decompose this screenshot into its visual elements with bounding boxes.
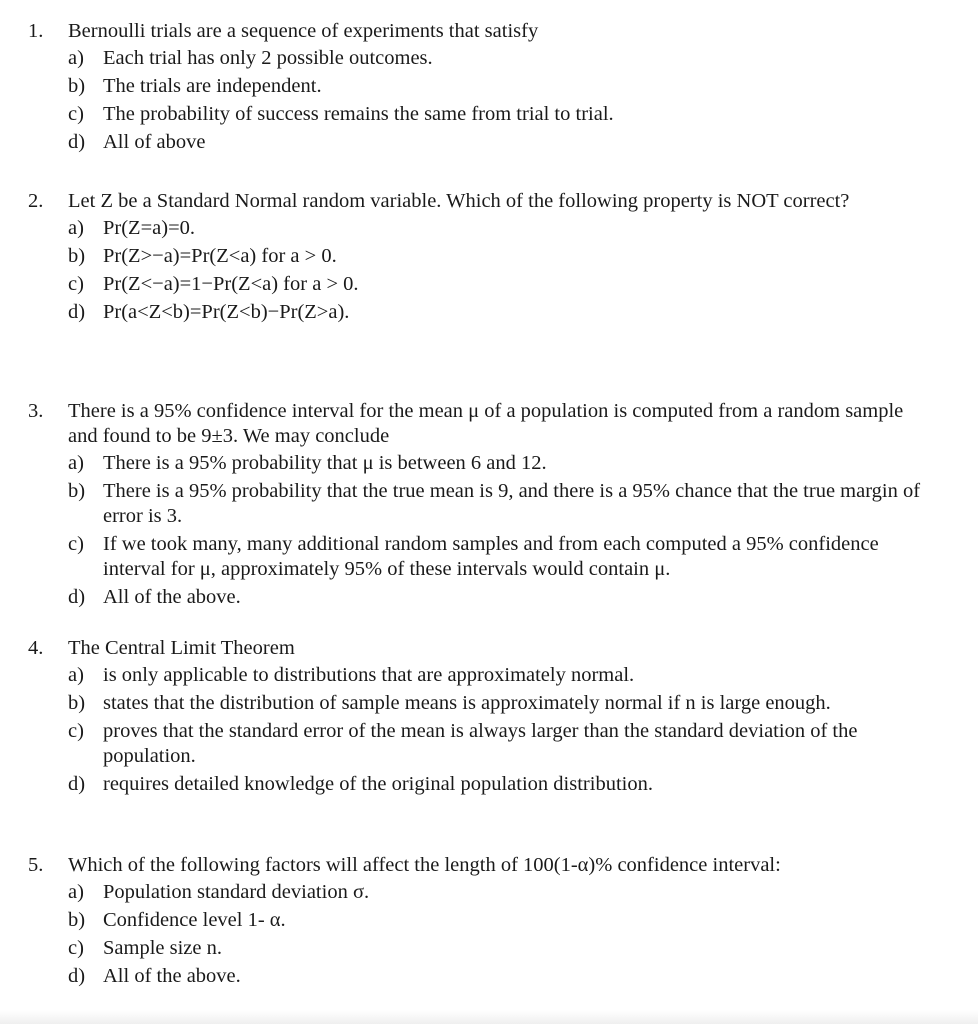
option-letter: c) — [68, 273, 84, 295]
option-text: There is a 95% probability that μ is between 6 and 12. — [103, 452, 547, 474]
question-2 — [28, 189, 928, 328]
option-text: All of the above. — [103, 965, 241, 987]
question-3 — [28, 399, 928, 613]
option-text: proves that the standard error of the mean is always larger than the standard deviation of the population. — [103, 720, 858, 767]
question-number: 2. — [28, 190, 44, 212]
option-c — [68, 102, 928, 127]
option-text: Confidence level 1- α. — [103, 909, 286, 931]
option-d — [68, 300, 928, 325]
option-c — [68, 272, 928, 297]
option-letter: d) — [68, 131, 86, 153]
question-number: 1. — [28, 20, 44, 42]
option-list — [28, 451, 928, 610]
option-b — [68, 479, 928, 529]
question-number: 3. — [28, 400, 44, 422]
option-c — [68, 936, 928, 961]
question-text: Let Z be a Standard Normal random variable. Which of the following property is NOT correct? — [68, 190, 850, 212]
option-c — [68, 532, 928, 582]
question-text: The Central Limit Theorem — [68, 637, 295, 659]
option-text: Pr(Z>−a)=Pr(Z<a) for a > 0. — [103, 245, 337, 267]
option-letter: b) — [68, 245, 86, 267]
option-text: Each trial has only 2 possible outcomes. — [103, 47, 433, 69]
option-letter: d) — [68, 301, 86, 323]
option-b — [68, 244, 928, 269]
option-b — [68, 74, 928, 99]
question-number: 5. — [28, 854, 44, 876]
option-letter: b) — [68, 692, 86, 714]
option-list — [28, 880, 928, 989]
option-text: Pr(a<Z<b)=Pr(Z<b)−Pr(Z>a). — [103, 301, 350, 323]
option-list — [28, 216, 928, 325]
option-letter: c) — [68, 103, 84, 125]
option-d — [68, 585, 928, 610]
option-a — [68, 46, 928, 71]
page-bottom-edge — [0, 1010, 978, 1024]
option-text: The trials are independent. — [103, 75, 322, 97]
option-letter: d) — [68, 965, 86, 987]
option-text: requires detailed knowledge of the original population distribution. — [103, 773, 653, 795]
option-list — [28, 663, 928, 797]
option-letter: c) — [68, 720, 84, 742]
question-5 — [28, 853, 928, 992]
option-text: All of above — [103, 131, 206, 153]
option-a — [68, 216, 928, 241]
option-c — [68, 719, 928, 769]
option-text: Sample size n. — [103, 937, 222, 959]
option-d — [68, 772, 928, 797]
option-text: There is a 95% probability that the true mean is 9, and there is a 95% chance that the true margin of error is 3. — [103, 480, 921, 527]
option-letter: d) — [68, 773, 86, 795]
option-letter: a) — [68, 217, 84, 239]
option-text: states that the distribution of sample means is approximately normal if n is large enough. — [103, 692, 831, 714]
option-letter: c) — [68, 533, 84, 555]
option-letter: a) — [68, 881, 84, 903]
option-letter: c) — [68, 937, 84, 959]
option-letter: b) — [68, 480, 86, 502]
option-text: Pr(Z=a)=0. — [103, 217, 195, 239]
option-d — [68, 130, 928, 155]
option-text: If we took many, many additional random samples and from each computed a 95% confidence interval for μ, approximately 95% of these intervals would contain μ. — [103, 533, 879, 580]
option-letter: a) — [68, 47, 84, 69]
option-a — [68, 880, 928, 905]
question-4 — [28, 636, 928, 800]
option-text: The probability of success remains the same from trial to trial. — [103, 103, 614, 125]
option-letter: a) — [68, 664, 84, 686]
option-letter: d) — [68, 586, 86, 608]
option-list — [28, 46, 928, 155]
option-text: Pr(Z<−a)=1−Pr(Z<a) for a > 0. — [103, 273, 359, 295]
option-b — [68, 908, 928, 933]
option-b — [68, 691, 928, 716]
option-a — [68, 663, 928, 688]
option-text: All of the above. — [103, 586, 241, 608]
option-letter: b) — [68, 75, 86, 97]
question-text: Bernoulli trials are a sequence of experiments that satisfy — [68, 20, 539, 42]
option-d — [68, 964, 928, 989]
option-a — [68, 451, 928, 476]
option-letter: b) — [68, 909, 86, 931]
option-letter: a) — [68, 452, 84, 474]
question-1 — [28, 19, 928, 158]
option-text: is only applicable to distributions that are approximately normal. — [103, 664, 635, 686]
question-text: Which of the following factors will affect the length of 100(1-α)% confidence interval: — [68, 854, 781, 876]
question-text: There is a 95% confidence interval for the mean μ of a population is computed from a random sample and found to be 9±3. We may conclude — [68, 400, 904, 447]
option-text: Population standard deviation σ. — [103, 881, 370, 903]
question-number: 4. — [28, 637, 44, 659]
